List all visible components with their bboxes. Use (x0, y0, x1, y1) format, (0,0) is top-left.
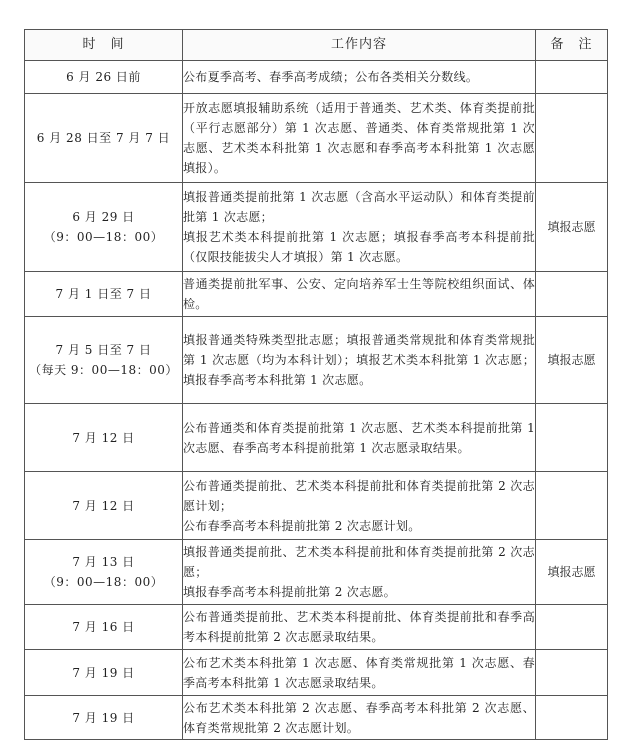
table-row (25, 317, 608, 404)
content-cell (183, 605, 536, 650)
content-text: 公布普通类提前批、艺术类本科提前批、体育类提前批和春季高考本科提前批第 2 次志愿录取结果。 (183, 610, 535, 644)
table-row (25, 94, 608, 183)
content-cell (183, 272, 536, 317)
content-text: 公布艺术类本科批第 2 次志愿、春季高考本科批第 2 次志愿、体育类常规批第 2 次志愿计划。 (183, 700, 535, 735)
note-cell: 填报志愿 (536, 183, 608, 272)
content-text: 开放志愿填报辅助系统（适用于普通类、艺术类、体育类提前批（平行志愿部分）第 1 次志愿、普通类、体育类常规批第 1 次志愿、艺术类本科批第 1 次志愿和春季高考本科批第 1 次志愿填报）。 (183, 101, 535, 175)
content-cell (183, 696, 536, 740)
table-body (25, 61, 608, 740)
time-line: （9：00—18：00） (43, 230, 164, 244)
content-text: 公布普通类和体育类提前批第 1 次志愿、艺术类本科提前批第 1 次志愿、春季高考本科提前批第 1 次志愿录取结果。 (183, 420, 535, 455)
table-row (25, 650, 608, 696)
content-cell (183, 317, 536, 404)
content-text: 填报普通类提前批、艺术类本科提前批和体育类提前批第 2 次志愿； (183, 545, 535, 579)
time-cell (25, 696, 183, 740)
note-cell (536, 605, 608, 650)
table-row (25, 272, 608, 317)
note-cell (536, 272, 608, 317)
time-line: 7 月 5 日至 7 日 (55, 343, 152, 357)
table-row (25, 696, 608, 740)
table-row (25, 404, 608, 472)
time-cell (25, 605, 183, 650)
note-cell (536, 696, 608, 740)
time-cell (25, 540, 183, 605)
header-time: 时 间 (25, 30, 183, 61)
time-cell (25, 317, 183, 404)
note-cell (536, 404, 608, 472)
time-line: 7 月 13 日 (72, 555, 135, 569)
time-cell (25, 404, 183, 472)
table-row (25, 605, 608, 650)
content-cell (183, 472, 536, 540)
note-cell (536, 94, 608, 183)
table-row (25, 183, 608, 272)
schedule-table (24, 29, 608, 740)
note-cell: 填报志愿 (536, 540, 608, 605)
time-line: 7 月 19 日 (72, 710, 135, 725)
content-cell (183, 540, 536, 605)
table-row (25, 472, 608, 540)
content-text: 公布夏季高考、春季高考成绩；公布各类相关分数线。 (183, 70, 479, 84)
time-cell (25, 272, 183, 317)
content-text: 公布艺术类本科批第 1 次志愿、体育类常规批第 1 次志愿、春季高考本科批第 1 次志愿录取结果。 (183, 655, 535, 690)
time-cell (25, 472, 183, 540)
content-text: 填报普通类特殊类型批志愿；填报普通类常规批和体育类常规批第 1 次志愿（均为本科计划）；填报艺术类本科批第 1 次志愿；填报春季高考本科批第 1 次志愿。 (183, 333, 535, 387)
time-cell (25, 650, 183, 696)
note-cell (536, 61, 608, 94)
table-row (25, 61, 608, 94)
time-line: 7 月 16 日 (72, 620, 135, 634)
time-cell (25, 61, 183, 94)
content-cell (183, 61, 536, 94)
content-text: 填报艺术类本科提前批第 1 次志愿；填报春季高考本科提前批（仅限技能拔尖人才填报）第 1 次志愿。 (183, 230, 535, 264)
time-line: 7 月 12 日 (72, 498, 135, 513)
time-line: （每天 9：00—18：00） (29, 363, 178, 377)
table-row (25, 540, 608, 605)
content-text: 填报普通类提前批第 1 次志愿（含高水平运动队）和体育类提前批第 1 次志愿； (183, 190, 535, 224)
header-note: 备 注 (536, 30, 608, 61)
time-line: 6 月 29 日 (72, 210, 135, 224)
header-row (25, 30, 608, 61)
content-cell (183, 650, 536, 696)
content-cell (183, 94, 536, 183)
content-text: 普通类提前批军事、公安、定向培养军士生等院校组织面试、体检。 (183, 277, 535, 311)
content-text: 公布春季高考本科提前批第 2 次志愿计划。 (183, 518, 421, 533)
time-line: 6 月 26 日前 (66, 70, 141, 84)
time-line: 7 月 12 日 (72, 430, 135, 445)
content-cell (183, 404, 536, 472)
time-line: 7 月 1 日至 7 日 (55, 287, 152, 301)
time-line: 7 月 19 日 (72, 665, 135, 680)
content-cell (183, 183, 536, 272)
time-cell (25, 94, 183, 183)
time-cell (25, 183, 183, 272)
content-text: 公布普通类提前批、艺术类本科提前批和体育类提前批第 2 次志愿计划； (183, 478, 535, 513)
time-line: 6 月 28 日至 7 月 7 日 (36, 131, 171, 145)
header-content: 工作内容 (183, 30, 536, 61)
note-cell: 填报志愿 (536, 317, 608, 404)
note-cell (536, 472, 608, 540)
time-line: （9：00—18：00） (43, 575, 164, 589)
note-cell (536, 650, 608, 696)
content-text: 填报春季高考本科提前批第 2 次志愿。 (183, 585, 396, 599)
